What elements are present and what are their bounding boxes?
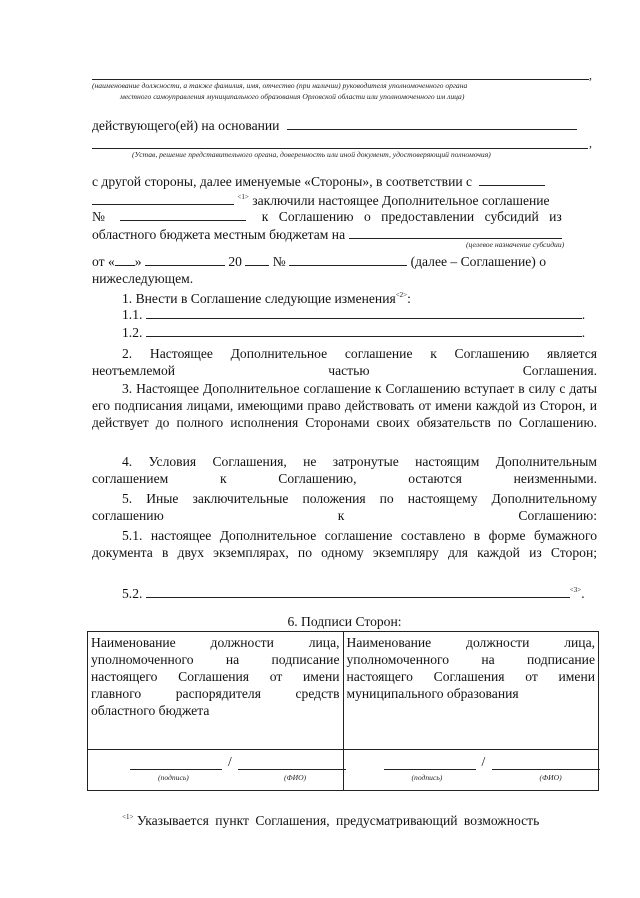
from-label: от « (92, 254, 115, 269)
intro-line-1 (92, 173, 597, 190)
clause-1-1-field[interactable] (146, 307, 582, 319)
acting-basis-line (92, 117, 597, 134)
comma-2: , (589, 136, 592, 150)
clause-1: 1. Внести в Соглашение следующие изменения$^{<2>}$: (122, 291, 411, 306)
footnote-ref-2[interactable]: <2> (395, 291, 408, 299)
footnote-ref-1[interactable]: <1> (237, 193, 249, 201)
basis-caption: (Устав, решение представительного органа, доверенность или иной документ, удостоверяющий полномочия) (132, 150, 491, 159)
clause-1-2-label: 1.2. (122, 325, 143, 340)
name-caption: (ФИО) (539, 773, 562, 782)
basis-field[interactable] (287, 118, 577, 130)
clause-1-text: 1. Внести в Соглашение следующие изменения (122, 291, 396, 306)
left-party-heading: Наименование должности лица, уполномоченного на подписание настоящего Соглашения от имени главного распорядителя средств областного бюджета (88, 632, 344, 750)
footnote-1 (122, 809, 597, 829)
intro-text-5: (далее – Соглашение) о (410, 254, 546, 269)
according-to-field-2[interactable] (92, 193, 234, 205)
right-name-field[interactable] (492, 769, 600, 770)
sign-caption: (подпись) (158, 773, 189, 782)
signatures-table (87, 631, 599, 791)
clause-5-2-field[interactable] (146, 586, 570, 598)
footnote-1-text: Указывается пункт Соглашения, предусматривающий возможность (136, 813, 540, 828)
right-signature-field[interactable] (384, 769, 476, 770)
year-label: 20 (228, 254, 242, 269)
official-caption-1: (наименование должности, а также фамилия, имя, отчество (при наличии) руководителя уполномоченного органа (92, 81, 468, 90)
slash: / (481, 754, 486, 769)
sign-caption: (подпись) (411, 773, 443, 782)
intro-text-2: заключили настоящее Дополнительное соглашение (252, 193, 550, 208)
intro-text-1: с другой стороны, далее именуемые «Стороны», в соответствии с (92, 174, 473, 189)
left-signature-field[interactable] (130, 769, 222, 770)
comma: , (589, 68, 592, 82)
official-caption-2: местного самоуправления муниципального образования Орловской области или уполномоченного им лица) (120, 92, 465, 101)
day-field[interactable] (115, 254, 135, 266)
intro-line-5 (92, 253, 597, 270)
clause-1-1: 1.1. . (122, 307, 586, 322)
year-field[interactable] (245, 254, 269, 266)
clause-1-2: 1.2. . (122, 325, 586, 340)
clause-4: 4. Условия Соглашения, не затронутые настоящим Дополнительным соглашением к Соглашению, остаются неизменными. (92, 454, 597, 486)
signatures-title: 6. Подписи Сторон: (287, 614, 402, 629)
purpose-caption: (целевое назначение субсидии) (466, 240, 565, 249)
intro-line-6: нижеследующем. (92, 271, 194, 286)
left-name-field[interactable] (238, 769, 346, 770)
footnote-1-mark: <1> (122, 813, 134, 821)
number-sign-2: № (272, 254, 286, 269)
agreement-no-field[interactable] (289, 254, 407, 266)
acting-basis-label: действующего(ей) на основании (92, 118, 280, 133)
clause-1-2-field[interactable] (146, 325, 582, 337)
intro-text-4: областного бюджета местным бюджетам на (92, 227, 346, 242)
intro-line-2 (92, 189, 597, 209)
agreement-number-field[interactable] (120, 209, 246, 221)
number-sign: № (92, 209, 105, 224)
footnote-ref-3[interactable]: <3> (569, 586, 582, 594)
basis-field-2[interactable] (92, 148, 588, 149)
clause-2: 2. Настоящее Дополнительное соглашение к Соглашению является неотъемлемой частью Соглашения. (92, 346, 597, 378)
clause-5: 5. Иные заключительные положения по настоящему Дополнительному соглашению к Соглашению: (92, 491, 597, 523)
clause-1-1-label: 1.1. (122, 307, 143, 322)
quote-close: » (134, 254, 142, 269)
clause-5-2: 5.2. $^{<3>}$. (122, 586, 585, 601)
purpose-field[interactable] (349, 227, 562, 239)
right-signature-cell (343, 750, 599, 791)
intro-line-3 (92, 208, 597, 225)
clause-5-1: 5.1. настоящее Дополнительное соглашение составлено в форме бумажного документа в двух экземплярах, по одному экземпляру для каждой из Сторон; (92, 528, 597, 560)
month-field[interactable] (145, 254, 225, 266)
left-signature-cell (88, 750, 344, 791)
clause-5-2-label: 5.2. (122, 586, 143, 601)
official-name-line[interactable] (92, 79, 589, 80)
clause-3: 3. Настоящее Дополнительное соглашение к Соглашению вступает в силу с даты его подписания лицами, имеющими право действовать от имени каждой из Сторон, и действует до полного исполнения Сторонами своих обязательств по Соглашению. (92, 381, 597, 430)
intro-text-3: к Соглашению о предоставлении субсидий из (261, 209, 562, 224)
name-caption: (ФИО) (284, 773, 307, 782)
according-to-field[interactable] (479, 174, 545, 186)
slash: / (228, 754, 232, 769)
right-party-heading: Наименование должности лица, уполномоченного на подписание настоящего Соглашения от имени муниципального образования (343, 632, 599, 750)
